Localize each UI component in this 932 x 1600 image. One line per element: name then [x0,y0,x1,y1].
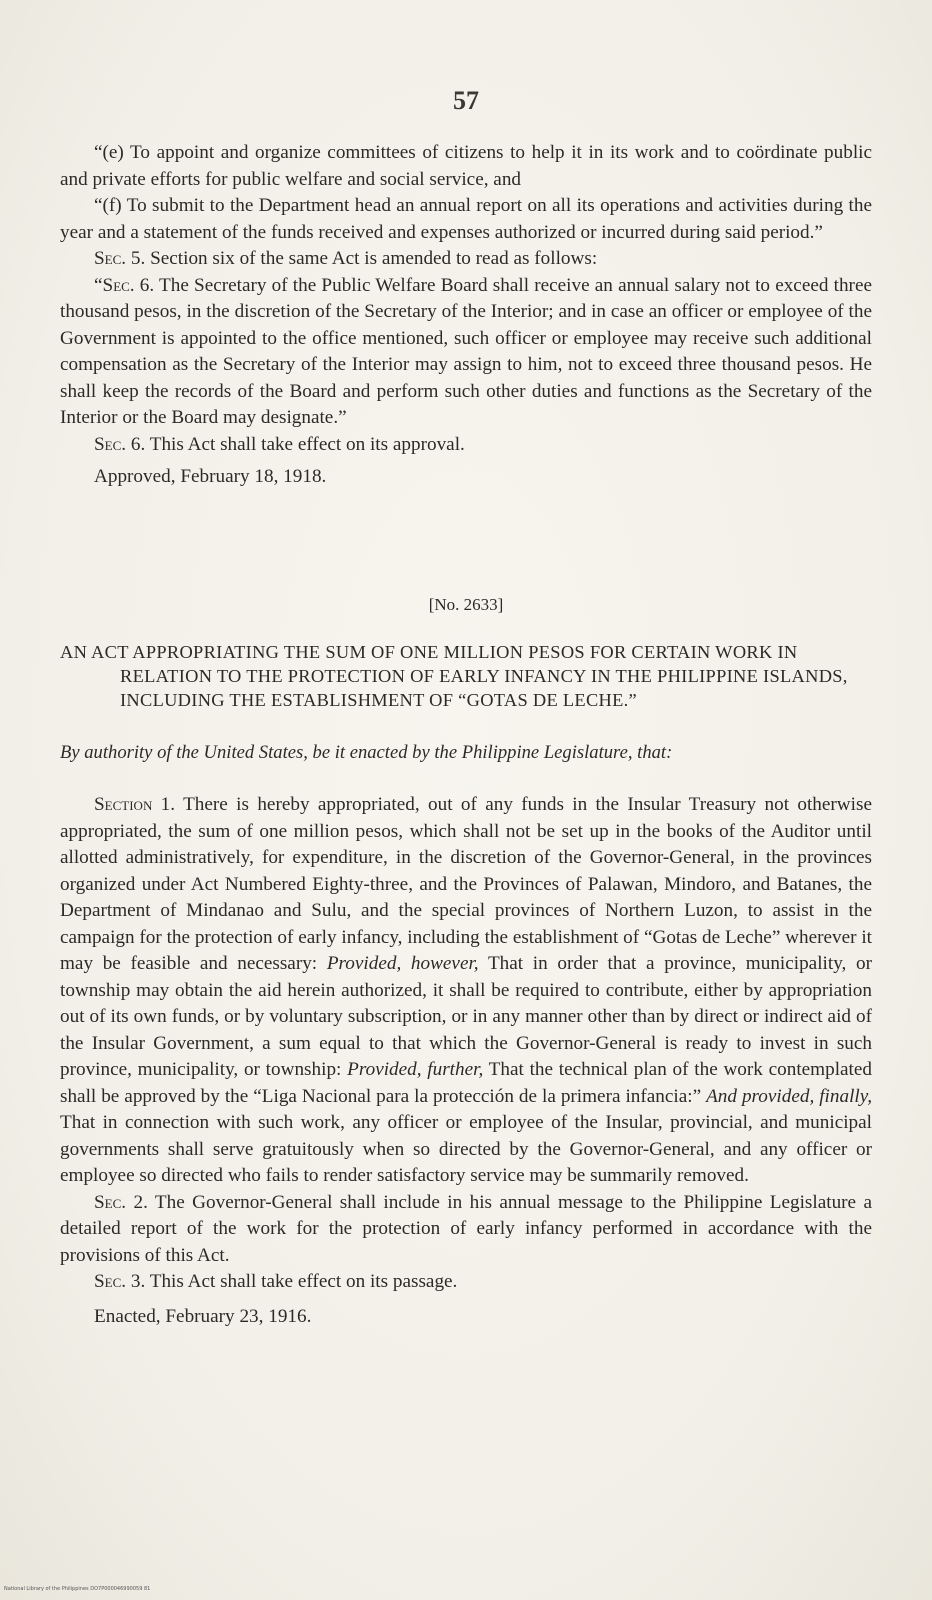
enacted-date: Enacted, February 23, 1916. [94,1305,312,1327]
section-6-label: Sec. 6. [94,433,146,455]
page-number: 57 [453,86,479,115]
section-3 [60,1269,872,1296]
section-3-label: Sec. 3. [94,1271,146,1292]
amended-section-6-text: The Secretary of the Public Welfare Board shall receive an annual salary not to exceed three thousand pesos, in the discretion of the Secretary of the Interior; and in case an officer or employee of the Government is appointed to the office mentioned, such officer or employee may receive such additional compensation as the Secretary of the Interior may assign to him, not to exceed three thousand pesos. He shall keep the records of the Board and perform such other duties and functions as the Secretary of the Interior or the Board may designate.” [60,274,872,428]
act-body [60,792,872,1330]
section-5-text: Section six of the same Act is amended to read as follows: [145,248,598,269]
continued-text-block [60,140,872,491]
section-6-text: This Act shall take effect on its approval. [145,433,465,455]
section-2-text: The Governor-General shall include in his annual message to the Philippine Legislature a detailed report of the work for the protection of early infancy performed in accordance with the provisions of this Act. [60,1191,872,1266]
section-5-label: Sec. 5. [94,248,146,269]
section-3-text: This Act shall take effect on its passage. [145,1271,458,1292]
section-1-text-a: There is hereby appropriated, out of any funds in the Insular Treasury not otherwise appropriated, the sum of one million pesos, which shall not be set up in the books of the Auditor until allotted administratively, for expenditure, in the discretion of the Governor-General, in the provinces organized under Act Numbered Eighty-three, and the Provinces of Palawan, Mindoro, and Batanes, the Department of Mindanao and Sulu, and the special provinces of Northern Luzon, to assist in the campaign for the protection of early infancy, including the establishment of “Gotas de Leche” wherever it may be feasible and necessary: [60,794,872,974]
section-2 [60,1190,872,1270]
paragraph-f: “(f) To submit to the Department head an annual report on all its operations and activities during the year and a statement of the funds received and expenses authorized or incurred during said period.” [60,195,872,243]
amended-section-6-label: “Sec. 6. [94,274,155,296]
paragraph-e: “(e) To appoint and organize committees of citizens to help it in its work and to coördinate public and private efforts for public welfare and social service, and [60,142,872,190]
amended-section-6 [60,273,872,432]
section-1-text-d: That in connection with such work, any officer or employee of the Insular, provincial, and municipal governments shall serve gratuitously when so directed by the Governor-General, and any officer or employee so directed who fails to render satisfactory service may be summarily removed. [60,1112,872,1186]
section-2-label: Sec. 2. [94,1191,148,1213]
scan-footer: National Library of the Philippines DO7P000046990059 81 [4,1586,151,1592]
section-1-text-c: That the technical plan of the work contemplated shall be approved by the “Liga Nacional para la protección de la primera infancia:” [60,1059,872,1107]
proviso-3: And provided, finally, [706,1085,872,1107]
proviso-2: Provided, further, [347,1059,484,1080]
section-1 [60,792,872,1190]
section-1-text-b: That in order that a province, municipality, or township may obtain the aid herein authorized, it shall be required to contribute, either by appropriation out of its own funds, or by voluntary subscription, or in any manner other than by direct or indirect aid of the Insular Government, a sum equal to that which the Governor-General is ready to invest in such province, municipality, or township: [60,953,873,1080]
section-1-label: Section 1. [94,794,176,815]
approved-date: Approved, February 18, 1918. [94,466,327,487]
act-title-text: AN ACT APPROPRIATING THE SUM OF ONE MILLION PESOS FOR CERTAIN WORK IN RELATION TO THE PROTECTION OF EARLY INFANCY IN THE PHILIPPINE ISLANDS, INCLUDING THE ESTABLISHMENT OF “GOTAS DE LECHE.” [60,642,848,710]
enacting-clause: By authority of the United States, be it enacted by the Philippine Legislature, that: [60,742,673,763]
act-number: [No. 2633] [428,595,504,614]
act-title [60,640,880,712]
section-6 [60,432,872,459]
proviso-1: Provided, however, [326,953,479,974]
section-5 [60,246,872,273]
